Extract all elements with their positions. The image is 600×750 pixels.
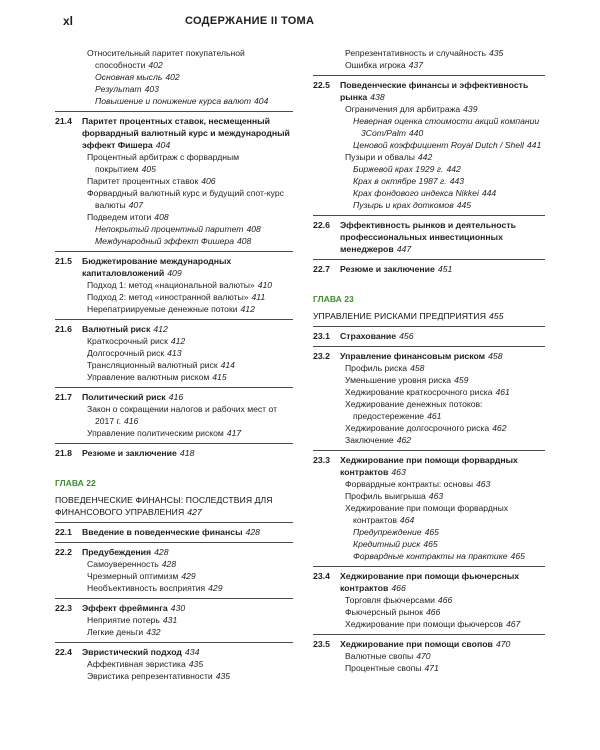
toc-entry-page: 435 [188,659,204,669]
section-page: 451 [437,264,453,274]
toc-entry-page: 415 [212,372,227,382]
toc-entry[interactable] [321,163,545,175]
toc-entry-page: 465 [423,539,438,549]
toc-entry[interactable] [63,211,293,223]
toc-section [55,251,293,315]
toc-entry[interactable] [63,95,293,107]
toc-entry-label: Крах в октябре 1987 г. [353,176,447,186]
toc-entry-label: Чрезмерный оптимизм [87,571,179,581]
section-title: Страхование [340,331,397,341]
toc-section [313,75,545,211]
toc-entry[interactable] [63,558,293,570]
toc-entry-page: 408 [154,212,169,222]
toc-entry[interactable] [63,303,293,315]
toc-entry-page: 431 [162,615,178,625]
toc-entry[interactable] [321,434,545,446]
toc-entry[interactable] [321,47,545,59]
section-heading[interactable] [55,255,293,279]
toc-entry[interactable] [63,582,293,594]
toc-entry-label: Необъективность восприятия [87,583,206,593]
toc-entry-label: Процентные свопы [345,663,422,673]
section-page: 416 [168,392,184,402]
section-heading[interactable] [55,391,293,403]
toc-entry-page: 402 [165,72,180,82]
section-heading[interactable] [313,79,545,103]
toc-entry-label: Заключение [345,435,394,445]
toc-entry-page: 411 [251,292,266,302]
toc-entry-page: 465 [510,551,525,561]
toc-entry-page: 471 [424,663,439,673]
toc-entry-label: Кредитный риск [353,539,421,549]
toc-entry-page: 406 [201,176,216,186]
section-number: 23.1 [313,331,330,341]
toc-section [313,634,545,674]
toc-entry[interactable] [63,71,293,83]
toc-entry-label: Управление валютным риском [87,372,210,382]
toc-entry-page: 463 [476,479,491,489]
section-page: 418 [179,448,195,458]
section-page: 412 [153,324,168,334]
section-heading[interactable] [313,263,545,275]
toc-entry-label: Непокрытый процентный паритет [95,224,244,234]
toc-section [55,522,293,538]
toc-entry-page: 459 [454,375,469,385]
toc-entry-page: 435 [215,671,231,681]
chapter-title[interactable] [313,310,545,322]
toc-entry[interactable] [321,650,545,662]
section-title: Резюме и заключение [82,448,177,458]
page-header [63,14,560,30]
section-heading[interactable] [313,638,545,650]
toc-entry-label: Эвристика репрезентативности [87,671,213,681]
section-page: 428 [245,527,261,537]
toc-right-column [313,47,545,674]
toc-entry[interactable] [321,175,545,187]
toc-entry-label: Ошибка игрока [345,60,406,70]
toc-section [55,542,293,594]
section-title: Предубеждения [82,547,152,557]
section-page: 463 [391,467,406,477]
toc-entry[interactable] [321,502,545,526]
section-page: 428 [154,547,169,557]
toc-entry[interactable] [321,550,545,562]
running-title: СОДЕРЖАНИЕ II ТОМА [185,15,315,27]
toc-entry-page: 403 [144,84,159,94]
toc-entry-label: Повышение и понижение курса валют [95,96,252,106]
section-heading[interactable] [313,570,545,594]
toc-entry[interactable] [321,151,545,163]
toc-entry-label: Управление политическим риском [87,428,224,438]
toc-entry[interactable] [321,662,545,674]
toc-section [313,566,545,630]
section-page: 466 [391,583,406,593]
toc-entry-label: Долгосрочный риск [87,348,165,358]
toc-entry-page: 429 [208,583,223,593]
toc-entry-page: 466 [437,595,453,605]
toc-entry-page: 464 [399,515,415,525]
section-number: 21.4 [55,116,72,126]
toc-entry-label: Пузыри и обвалы [345,152,415,162]
section-page: 404 [155,140,171,150]
section-title: Резюме и заключение [340,264,435,274]
toc-entry-label: Хеджирование краткосрочного риска [345,387,493,397]
toc-entry-page: 467 [506,619,521,629]
toc-entry[interactable] [321,478,545,490]
section-heading[interactable] [55,526,293,538]
toc-entry-label: Крах фондового индекса Nikkei [353,188,479,198]
section-title: Управление финансовым риском [340,351,486,361]
toc-entry[interactable] [63,359,293,371]
section-heading[interactable] [55,646,293,658]
section-number: 22.6 [313,220,330,230]
section-heading[interactable] [55,447,293,459]
toc-entry[interactable] [63,570,293,582]
toc-entry-page: 416 [123,416,139,426]
section-title: Эффект фрейминга [82,603,168,613]
toc-entry-label: Самоуверенность [87,559,159,569]
toc-entry[interactable] [63,371,293,383]
toc-entry-page: 408 [237,236,252,246]
section-heading[interactable] [313,219,545,255]
toc-entry-label: Биржевой крах 1929 г. [353,164,444,174]
chapter-label: ГЛАВА 23 [313,294,354,304]
toc-entry-label: Профиль риска [345,363,408,373]
section-number: 23.3 [313,455,330,465]
toc-entry[interactable] [63,427,293,439]
section-title: Хеджирование при помощи свопов [340,639,493,649]
section-title: Бюджетирование международных капиталовложений [82,256,232,278]
toc-entry[interactable] [321,538,545,550]
toc-entry-page: 440 [408,128,424,138]
toc-entry-page: 461 [495,387,510,397]
toc-entry-label: Хеджирование денежных потоков: предостережение [345,399,483,421]
toc-entry-label: Хеджирование при помощи форвардных контрактов [345,503,509,525]
toc-entry-label: Основная мысль [95,72,163,82]
toc-entry[interactable] [321,199,545,211]
toc-entry-page: 458 [410,363,425,373]
toc-entry-label: Фьючерсный рынок [345,607,423,617]
section-number: 23.4 [313,571,330,581]
toc-entry-page: 429 [181,571,196,581]
toc-section [55,443,293,459]
toc-entry-page: 441 [526,140,542,150]
toc-entry-page: 465 [424,527,439,537]
toc-left-column [55,47,293,682]
toc-entry[interactable] [63,403,293,427]
toc-entry-page: 461 [427,411,442,421]
toc-entry-page: 444 [481,188,497,198]
section-heading[interactable] [313,454,545,478]
toc-entry-label: Подход 1: метод «национальной валюты» [87,280,255,290]
section-heading[interactable] [55,546,293,558]
toc-entry-page: 410 [257,280,273,290]
toc-entry-label: Относительный паритет покупательной способности [87,48,245,70]
toc-section [55,111,293,247]
toc-entry-page: 463 [428,491,444,501]
toc-entry-page: 470 [416,651,431,661]
section-heading[interactable] [313,330,545,342]
section-page: 447 [396,244,412,254]
toc-entry[interactable] [63,175,293,187]
toc-entry-label: Результат [95,84,142,94]
toc-entry[interactable] [63,670,293,682]
toc-entry-label: Международный эффект Фишера [95,236,234,246]
toc-entry-page: 408 [246,224,261,234]
toc-entry-label: Краткосрочный риск [87,336,168,346]
toc-section [313,346,545,446]
toc-entry-page: 435 [488,48,504,58]
toc-entry-label: Ценовой коэффициент Royal Dutch / Shell [353,140,524,150]
toc-entry[interactable] [63,187,293,211]
section-number: 22.2 [55,547,72,557]
toc-entry-label: Предупреждение [353,527,422,537]
section-title: Хеджирование при помощи фьючерсных контрактов [340,571,520,593]
section-page: 456 [399,331,414,341]
toc-entry[interactable] [321,526,545,538]
section-number: 21.8 [55,448,72,458]
toc-entry[interactable] [63,83,293,95]
toc-entry-label: Пузырь и крах доткомов [353,200,454,210]
toc-section [313,215,545,255]
toc-entry[interactable] [321,422,545,434]
toc-entry-page: 413 [167,348,182,358]
toc-entry[interactable] [63,614,293,626]
section-heading[interactable] [55,115,293,151]
toc-entry-label: Неприятие потерь [87,615,160,625]
chapter-page: 427 [187,507,202,517]
toc-entry-label: Трансляционный валютный риск [87,360,218,370]
toc-entry-label: Закон о сокращении налогов и рабочих мест от 2017 г. [87,404,278,426]
toc-entry-label: Паритет процентных ставок [87,176,199,186]
section-number: 22.1 [55,527,72,537]
toc-entry-page: 412 [240,304,255,314]
chapter-title-text: УПРАВЛЕНИЕ РИСКАМИ ПРЕДПРИЯТИЯ [313,311,486,321]
toc-entry-page: 412 [170,336,186,346]
toc-entry-label: Процентный арбитраж с форвардным покрытием [87,152,240,174]
page-number: xl [63,14,74,28]
toc-entry[interactable] [321,59,545,71]
toc-entry-page: 443 [449,176,465,186]
toc-entry[interactable] [321,139,545,151]
toc-entry-label: Ограничения для арбитража [345,104,461,114]
toc-entry-page: 432 [146,627,161,637]
section-number: 21.7 [55,392,72,402]
toc-entry[interactable] [321,103,545,115]
section-title: Введение в поведенческие финансы [82,527,243,537]
toc-entry-page: 407 [128,200,143,210]
toc-entry-label: Репрезентативность и случайность [345,48,486,58]
toc-entry-page: 402 [148,60,163,70]
toc-entry-label: Хеджирование при помощи фьючерсов [345,619,503,629]
section-number: 22.7 [313,264,330,274]
toc-entry-page: 414 [220,360,235,370]
toc-entry[interactable] [63,626,293,638]
toc-entry[interactable] [321,618,545,630]
section-number: 21.6 [55,324,72,334]
toc-entry-page: 439 [463,104,478,114]
chapter-label: ГЛАВА 22 [55,478,96,488]
toc-entry[interactable] [63,291,293,303]
toc-entry-label: Форвардные контракты на практике [353,551,508,561]
toc-entry-page: 428 [161,559,177,569]
section-title: Валютный риск [82,324,151,334]
section-page: 458 [488,351,503,361]
section-number: 21.5 [55,256,72,266]
chapter-title-text: ПОВЕДЕНЧЕСКИЕ ФИНАНСЫ: ПОСЛЕДСТВИЯ ДЛЯ ФИНАНСОВОГО УПРАВЛЕНИЯ [55,495,273,517]
toc-entry[interactable] [321,398,545,422]
section-number: 23.5 [313,639,330,649]
section-page: 430 [170,603,186,613]
section-title: Эффективность рынков и деятельность профессиональных инвестиционных менеджеров [340,220,516,254]
section-number: 22.3 [55,603,72,613]
section-number: 23.2 [313,351,330,361]
toc-entry-label: Профиль выигрыша [345,491,426,501]
toc-entry-label: Валютные свопы [345,651,414,661]
section-page: 438 [370,92,385,102]
toc-entry-page: 437 [408,60,423,70]
toc-entry[interactable] [321,362,545,374]
toc-entry-label: Аффективная эвристика [87,659,186,669]
toc-entry-label: Неверная оценка стоимости акций компании 3Com/Palm [353,116,540,138]
section-page: 409 [167,268,182,278]
toc-entry-page: 442 [417,152,433,162]
toc-entry-page: 462 [396,435,412,445]
toc-entry[interactable] [321,115,545,139]
toc-entry[interactable] [321,374,545,386]
section-title: Хеджирование при помощи форвардных контрактов [340,455,518,477]
toc-entry-label: Форвардные контракты: основы [345,479,473,489]
section-heading[interactable] [313,350,545,362]
toc-section [55,319,293,383]
toc-entry-label: Подход 2: метод «иностранной валюты» [87,292,249,302]
toc-entry[interactable] [321,606,545,618]
toc-entry-page: 417 [226,428,242,438]
toc-entry[interactable] [63,151,293,175]
toc-entry-label: Хеджирование долгосрочного риска [345,423,490,433]
toc-entry[interactable] [321,594,545,606]
toc-section [55,387,293,439]
toc-entry-page: 466 [425,607,441,617]
section-heading[interactable] [55,602,293,614]
toc-entry[interactable] [321,386,545,398]
toc-entry-page: 462 [492,423,507,433]
toc-entry-label: Торговля фьючерсами [345,595,435,605]
toc-entry[interactable] [63,658,293,670]
toc-entry-page: 404 [254,96,269,106]
toc-entry[interactable] [63,335,293,347]
toc-entry[interactable] [63,235,293,247]
section-title: Поведенческие финансы и эффективность рынка [340,80,529,102]
toc-section [313,259,545,275]
section-title: Паритет процентных ставок, несмещенный форвардный валютный курс и международный эффект Фишера [82,116,290,150]
toc-entry-label: Уменьшение уровня риска [345,375,452,385]
toc-entry-label: Подведем итоги [87,212,152,222]
toc-section [55,598,293,638]
section-title: Политический риск [82,392,166,402]
section-heading[interactable] [55,323,293,335]
toc-entry-label: Легкие деньги [87,627,144,637]
toc-entry-label: Форвардный валютный курс и будущий спот-курс валюты [87,188,284,210]
chapter-title[interactable] [55,494,293,518]
toc-entry[interactable] [63,223,293,235]
chapter-page: 455 [489,311,504,321]
section-number: 22.4 [55,647,72,657]
toc-entry[interactable] [321,187,545,199]
section-number: 22.5 [313,80,330,90]
toc-entry-page: 442 [446,164,461,174]
toc-entry-page: 405 [141,164,156,174]
toc-entry[interactable] [321,490,545,502]
toc-entry[interactable] [63,47,293,71]
toc-entry-label: Нерепатриируемые денежные потоки [87,304,238,314]
toc-section [313,450,545,562]
section-title: Эвристический подход [82,647,182,657]
toc-section [313,326,545,342]
toc-entry-page: 445 [456,200,472,210]
section-page: 434 [184,647,200,657]
toc-entry[interactable] [63,279,293,291]
section-page: 470 [495,639,511,649]
toc-section [55,642,293,682]
toc-entry[interactable] [63,347,293,359]
